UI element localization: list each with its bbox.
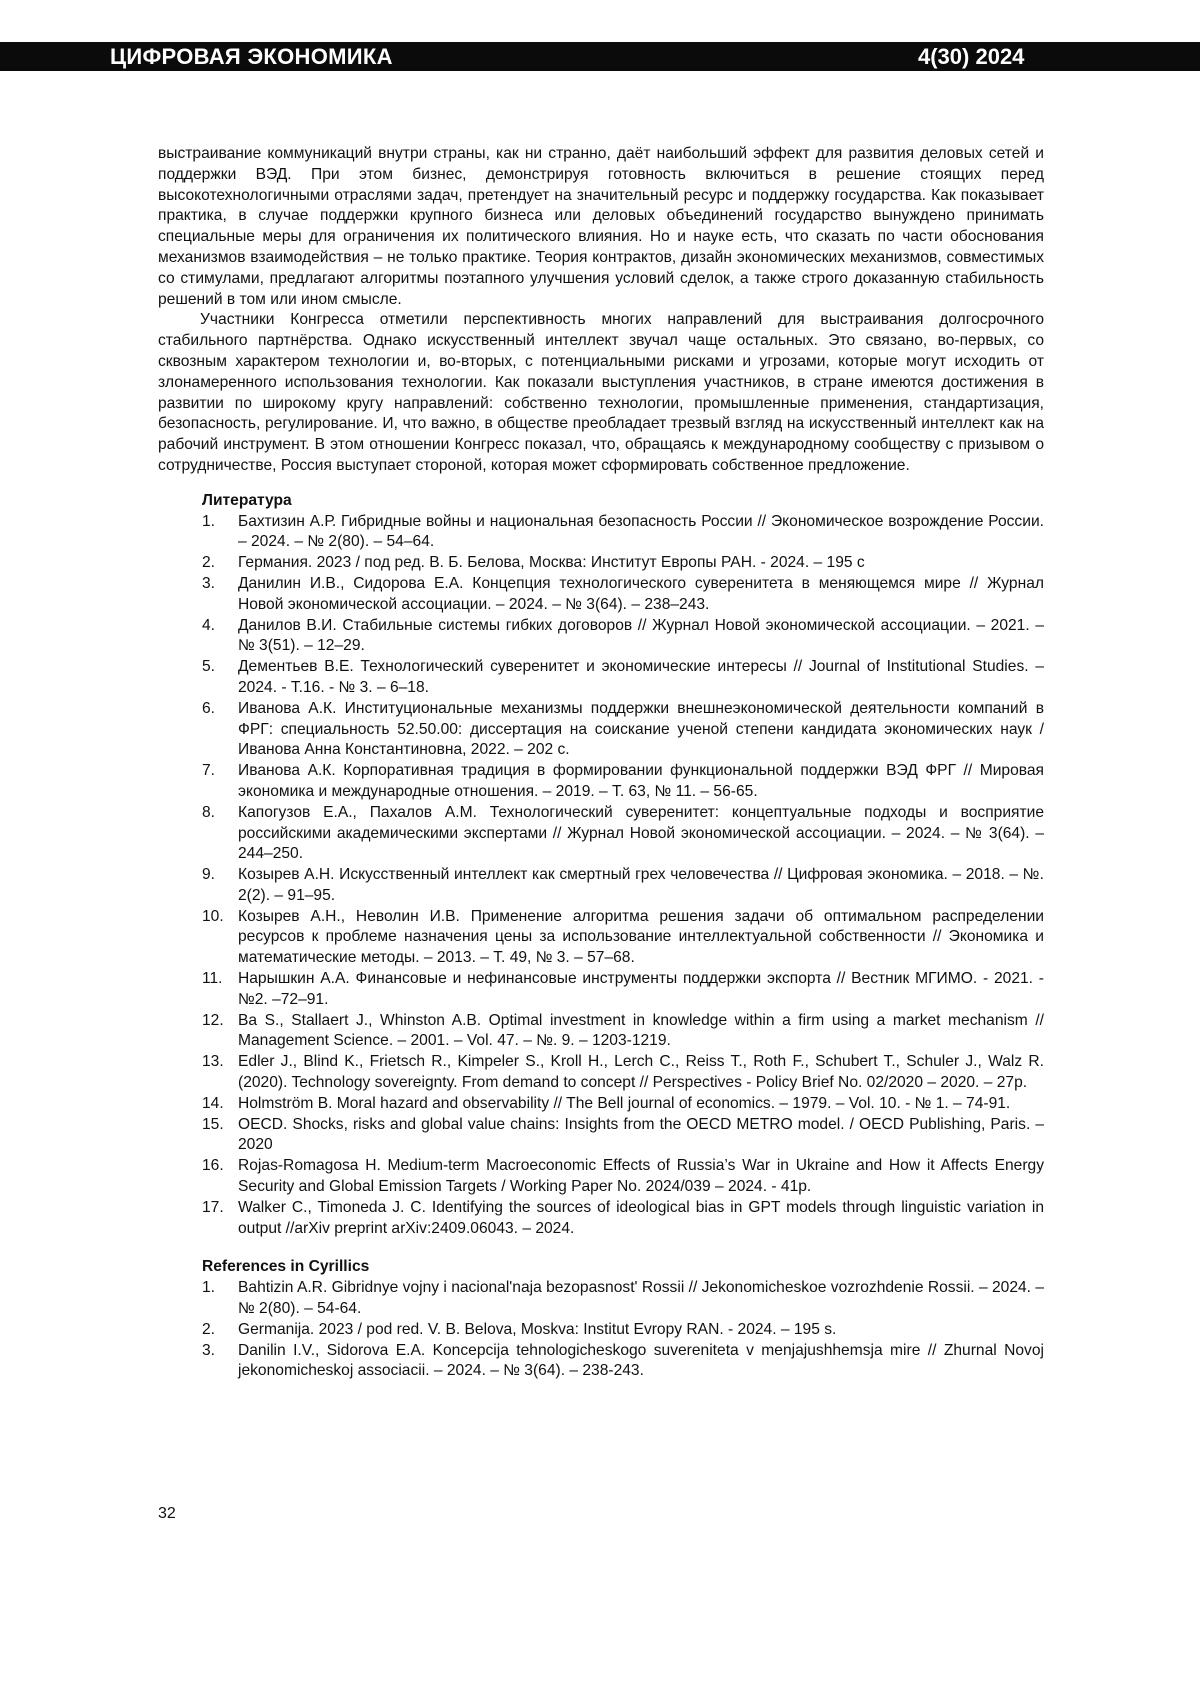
references-cyrillics-list bbox=[158, 1278, 1044, 1382]
reference-number: 11. bbox=[202, 970, 223, 988]
reference-number: 6. bbox=[202, 699, 216, 717]
reference-text: Данилин И.В., Сидорова Е.А. Концепция технологического суверенитета в меняющемся мире // Журнал Новой экономической ассоциации. – 2024. – № 3(64). – 238–243. bbox=[238, 574, 1044, 613]
reference-item bbox=[158, 803, 1044, 865]
reference-item bbox=[158, 1156, 1044, 1198]
reference-text: Германия. 2023 / под ред. В. Б. Белова, Москва: Институт Европы РАН. - 2024. – 195 с bbox=[238, 554, 865, 572]
reference-item bbox=[158, 1198, 1044, 1240]
reference-text: Bahtizin A.R. Gibridnye vojny i nacional'naja bezopasnost' Rossii // Jekonomicheskoe vozrozhdenie Rossii. – 2024. – № 2(80). – 54-64. bbox=[238, 1279, 1045, 1318]
reference-number: 1. bbox=[202, 1279, 216, 1297]
literature-heading: Литература bbox=[202, 491, 292, 509]
page-content bbox=[158, 144, 1044, 1382]
reference-number: 13. bbox=[202, 1053, 224, 1071]
body-paragraph: выстраивание коммуникаций внутри страны, как ни странно, даёт наибольший эффект для развития деловых сетей и поддержки ВЭД. При этом бизнес, демонстрируя готовность включиться в решение стоящих перед высокотехнологичными отраслями задач, претендует на значительный ресурс и поддержку государства. Как показывает практика, в случае поддержки крупного бизнеса или деловых объединений государство вынуждено принимать специальные меры для ограничения их политического влияния. Но и науке есть, что сказать по части обоснования механизмов взаимодействия – не только практике. Теория контрактов, дизайн экономических механизмов, совместимых со стимулами, предлагают алгоритмы поэтапного улучшения условий сделок, а также строго доказанную стабильность решений в том или ином смысле. bbox=[158, 145, 1044, 308]
reference-number: 17. bbox=[202, 1198, 224, 1216]
reference-text: Иванова А.К. Корпоративная традиция в формировании функциональной поддержки ВЭД ФРГ // Мировая экономика и международные отношения. – 2019. – Т. 63, № 11. – 56-65. bbox=[238, 762, 1044, 800]
page-number: 32 bbox=[158, 1505, 176, 1522]
reference-number: 2. bbox=[202, 554, 216, 572]
reference-text: Holmström B. Moral hazard and observability // The Bell journal of economics. – 1979. – Vol. 10. - № 1. – 74-91. bbox=[238, 1094, 1011, 1112]
reference-text: Edler J., Blind K., Frietsch R., Kimpeler S., Kroll H., Lerch C., Reiss T., Roth F., Schubert T., Schuler J., Walz R. (2020). Technology sovereignty. From demand to concept // Perspectives - Policy Brief No. 02/2020 – 2020. – 27p. bbox=[238, 1053, 1044, 1092]
reference-number: 1. bbox=[202, 512, 216, 530]
reference-item bbox=[158, 1094, 1044, 1115]
reference-number: 14. bbox=[202, 1094, 224, 1112]
reference-text: Бахтизин А.Р. Гибридные войны и национальная безопасность России // Экономическое возрождение России. – 2024. – № 2(80). – 54–64. bbox=[238, 512, 1044, 551]
body-paragraph: Участники Конгресса отметили перспективность многих направлений для выстраивания долгосрочного стабильного партнёрства. Однако искусственный интеллект звучал чаще остальных. Это связано, во-первых, со сквозным характером технологии и, во-вторых, с потенциальными рисками и угрозами, которые могут исходить от злонамеренного использования технологии. Как показали выступления участников, в стране имеются достижения в развитии по широкому кругу направлений: собственно технологии, промышленные применения, стандартизация, безопасность, регулирование. И, что важно, в обществе преобладает трезвый взгляд на искусственный интеллект как на рабочий инструмент. В этом отношении Конгресс показал, что, обращаясь к международному сообществу с призывом о сотрудничестве, Россия выступает стороной, которая может сформировать собственное предложение. bbox=[158, 311, 1044, 474]
reference-text: Козырев А.Н., Неволин И.В. Применение алгоритма решения задачи об оптимальном распределении ресурсов к проблеме назначения цены за использование интеллектуальной собственности // Экономика и математические методы. – 2013. – Т. 49, № 3. – 57–68. bbox=[238, 907, 1044, 967]
running-header bbox=[0, 42, 1200, 71]
reference-item bbox=[158, 699, 1044, 761]
reference-text: Козырев А.Н. Искусственный интеллект как смертный грех человечества // Цифровая экономика. – 2018. – №. 2(2). – 91–95. bbox=[238, 866, 1044, 904]
reference-item bbox=[158, 1115, 1044, 1157]
reference-number: 3. bbox=[202, 574, 216, 592]
reference-text: OECD. Shocks, risks and global value chains: Insights from the OECD METRO model. / OECD Publishing, Paris. – 2020 bbox=[238, 1115, 1044, 1154]
reference-item bbox=[158, 761, 1044, 803]
reference-item bbox=[158, 553, 1044, 574]
reference-text: Иванова А.К. Институциональные механизмы поддержки внешнеэкономической деятельности компаний в ФРГ: специальность 52.50.00: диссертация на соискание ученой степени кандидата экономических наук / Иванова Анна Константиновна, 2022. – 202 с. bbox=[238, 699, 1044, 759]
reference-text: Danilin I.V., Sidorova E.A. Koncepcija tehnologicheskogo suvereniteta v menjajushhemsja mire // Zhurnal Novoj jekonomicheskoj associacii. – 2024. – № 3(64). – 238-243. bbox=[238, 1341, 1044, 1380]
reference-number: 8. bbox=[202, 803, 216, 821]
reference-item bbox=[158, 865, 1044, 907]
reference-number: 3. bbox=[202, 1341, 216, 1359]
reference-number: 5. bbox=[202, 658, 216, 676]
reference-text: Rojas-Romagosa H. Medium-term Macroeconomic Effects of Russia’s War in Ukraine and How it Affects Energy Security and Global Emission Targets / Working Paper No. 2024/039 – 2024. - 41p. bbox=[238, 1157, 1044, 1196]
reference-text: Данилов В.И. Стабильные системы гибких договоров // Журнал Новой экономической ассоциации. – 2021. – № 3(51). – 12–29. bbox=[238, 616, 1044, 655]
reference-item bbox=[158, 1341, 1044, 1383]
reference-text: Дементьев В.Е. Технологический суверенитет и экономические интересы // Journal of Institutional Studies. – 2024. - Т.16. - № 3. – 6–18. bbox=[238, 658, 1044, 696]
reference-number: 10. bbox=[202, 907, 224, 925]
reference-item bbox=[158, 1278, 1044, 1320]
reference-text: Нарышкин А.А. Финансовые и нефинансовые инструменты поддержки экспорта // Вестник МГИМО. - 2021. - №2. –72–91. bbox=[238, 970, 1044, 1008]
reference-item bbox=[158, 574, 1044, 616]
reference-item bbox=[158, 1011, 1044, 1053]
reference-text: Walker C., Timoneda J. C. Identifying the sources of ideological bias in GPT models through linguistic variation in output //arXiv preprint arXiv:2409.06043. – 2024. bbox=[238, 1198, 1044, 1237]
reference-item bbox=[158, 512, 1044, 554]
reference-number: 9. bbox=[202, 866, 216, 884]
reference-item bbox=[158, 1320, 1044, 1341]
reference-text: Капогузов Е.А., Пахалов А.М. Технологический суверенитет: концептуальные подходы и восприятие российскими академическими экспертами // Журнал Новой экономической ассоциации. – 2024. – № 3(64). – 244–250. bbox=[238, 803, 1044, 863]
reference-item bbox=[158, 969, 1044, 1011]
reference-item bbox=[158, 907, 1044, 969]
reference-number: 16. bbox=[202, 1157, 224, 1175]
references-cyrillics-heading: References in Cyrillics bbox=[202, 1258, 370, 1276]
issue-number: 4(30) 2024 bbox=[918, 44, 1025, 69]
reference-text: Ba S., Stallaert J., Whinston A.B. Optimal investment in knowledge within a firm using a market mechanism // Management Science. – 2001. – Vol. 47. – №. 9. – 1203-1219. bbox=[238, 1011, 1044, 1050]
reference-item bbox=[158, 657, 1044, 699]
reference-number: 15. bbox=[202, 1115, 224, 1133]
reference-item bbox=[158, 616, 1044, 658]
literature-list bbox=[158, 512, 1044, 1240]
reference-text: Germanija. 2023 / pod red. V. B. Belova, Moskva: Institut Evropy RAN. - 2024. – 195 s. bbox=[238, 1320, 837, 1338]
reference-number: 12. bbox=[202, 1011, 224, 1029]
journal-title: ЦИФРОВАЯ ЭКОНОМИКА bbox=[110, 44, 393, 69]
reference-number: 7. bbox=[202, 762, 216, 780]
reference-number: 2. bbox=[202, 1320, 216, 1338]
reference-item bbox=[158, 1052, 1044, 1094]
reference-number: 4. bbox=[202, 616, 216, 634]
